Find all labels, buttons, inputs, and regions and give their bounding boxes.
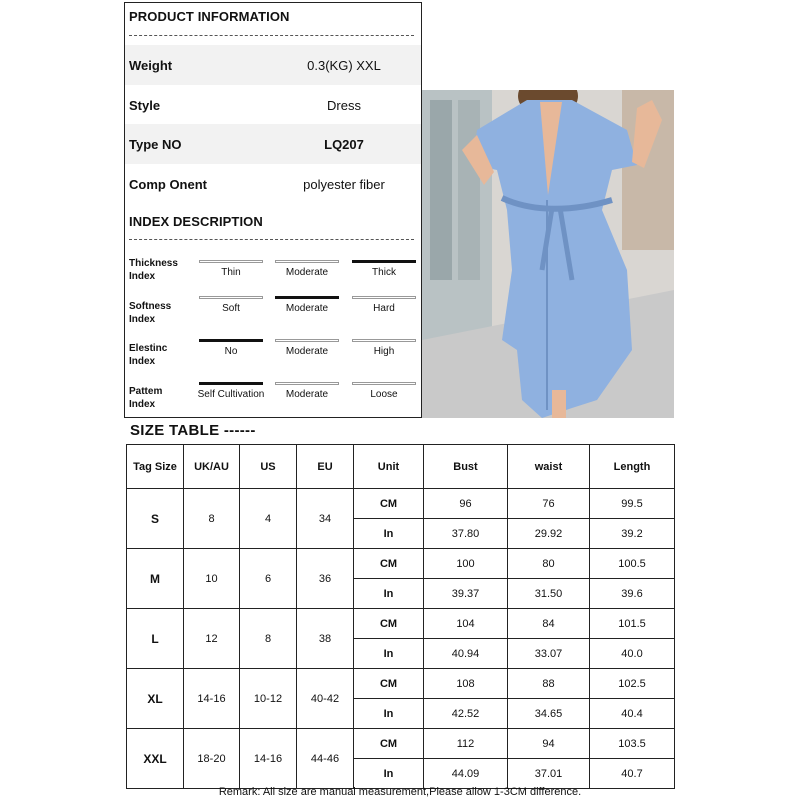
index-option: Moderate — [275, 260, 339, 278]
info-value: LQ207 — [324, 136, 364, 152]
bust-cell: 104 — [424, 609, 508, 639]
unit-cell: In — [354, 759, 424, 789]
us-cell: 6 — [240, 549, 297, 609]
index-bar — [352, 339, 416, 342]
index-bar — [352, 382, 416, 385]
length-cell: 100.5 — [590, 549, 675, 579]
bust-cell: 39.37 — [424, 579, 508, 609]
unit-cell: In — [354, 699, 424, 729]
uk-cell: 12 — [184, 609, 240, 669]
index-option: Self Cultivation — [191, 382, 271, 400]
model-dress-illustration — [422, 90, 674, 418]
index-bar — [275, 260, 339, 263]
info-key: Type NO — [129, 136, 182, 152]
eu-cell: 38 — [297, 609, 354, 669]
index-bar — [275, 382, 339, 385]
waist-cell: 34.65 — [508, 699, 590, 729]
uk-cell: 10 — [184, 549, 240, 609]
us-cell: 4 — [240, 489, 297, 549]
waist-cell: 37.01 — [508, 759, 590, 789]
index-description-title: INDEX DESCRIPTION — [129, 214, 263, 229]
unit-cell: CM — [354, 489, 424, 519]
index-bar — [275, 339, 339, 342]
col-header: Bust — [424, 445, 508, 489]
divider — [129, 35, 414, 36]
unit-cell: In — [354, 519, 424, 549]
index-label: Thickness Index — [129, 258, 178, 282]
waist-cell: 29.92 — [508, 519, 590, 549]
waist-cell: 94 — [508, 729, 590, 759]
index-option: Thick — [352, 260, 416, 278]
index-label: Pattem Index — [129, 386, 163, 410]
us-cell: 14-16 — [240, 729, 297, 789]
uk-cell: 14-16 — [184, 669, 240, 729]
info-key: Comp Onent — [129, 176, 207, 192]
length-cell: 40.7 — [590, 759, 675, 789]
index-bar — [199, 260, 263, 263]
length-cell: 99.5 — [590, 489, 675, 519]
divider — [129, 239, 414, 240]
product-photo — [422, 90, 674, 418]
length-cell: 101.5 — [590, 609, 675, 639]
unit-cell: CM — [354, 609, 424, 639]
length-cell: 102.5 — [590, 669, 675, 699]
bust-cell: 40.94 — [424, 639, 508, 669]
index-option: No — [199, 339, 263, 357]
info-value: Dress — [327, 97, 361, 113]
bust-cell: 37.80 — [424, 519, 508, 549]
table-row — [127, 729, 675, 759]
length-cell: 40.0 — [590, 639, 675, 669]
index-label: Softness Index — [129, 301, 172, 325]
col-header: waist — [508, 445, 590, 489]
col-header: US — [240, 445, 297, 489]
index-option: Soft — [199, 296, 263, 314]
bust-cell: 44.09 — [424, 759, 508, 789]
table-row — [127, 489, 675, 519]
col-header: Tag Size — [127, 445, 184, 489]
unit-cell: CM — [354, 549, 424, 579]
table-row — [127, 669, 675, 699]
size-cell: XL — [127, 669, 184, 729]
waist-cell: 84 — [508, 609, 590, 639]
waist-cell: 76 — [508, 489, 590, 519]
info-row-weight — [125, 45, 421, 85]
unit-cell: CM — [354, 669, 424, 699]
size-table-title: SIZE TABLE ------ — [130, 422, 256, 439]
index-label: Elestinc Index — [129, 343, 168, 367]
unit-cell: In — [354, 639, 424, 669]
index-option: Moderate — [275, 339, 339, 357]
index-bar — [199, 339, 263, 342]
bust-cell: 96 — [424, 489, 508, 519]
length-cell: 39.2 — [590, 519, 675, 549]
us-cell: 10-12 — [240, 669, 297, 729]
index-bar — [352, 260, 416, 263]
index-bar — [275, 296, 339, 299]
waist-cell: 33.07 — [508, 639, 590, 669]
uk-cell: 8 — [184, 489, 240, 549]
waist-cell: 31.50 — [508, 579, 590, 609]
index-option: Moderate — [275, 382, 339, 400]
index-bar — [199, 296, 263, 299]
bust-cell: 100 — [424, 549, 508, 579]
info-key: Style — [129, 97, 161, 113]
eu-cell: 36 — [297, 549, 354, 609]
product-info-panel — [124, 2, 422, 418]
bust-cell: 42.52 — [424, 699, 508, 729]
eu-cell: 44-46 — [297, 729, 354, 789]
length-cell: 103.5 — [590, 729, 675, 759]
size-cell: L — [127, 609, 184, 669]
length-cell: 40.4 — [590, 699, 675, 729]
waist-cell: 88 — [508, 669, 590, 699]
size-table — [126, 444, 675, 789]
index-bar — [199, 382, 263, 385]
index-option: High — [352, 339, 416, 357]
index-bar — [352, 296, 416, 299]
index-option: Hard — [352, 296, 416, 314]
us-cell: 8 — [240, 609, 297, 669]
index-option: Thin — [199, 260, 263, 278]
index-option: Loose — [352, 382, 416, 400]
unit-cell: In — [354, 579, 424, 609]
info-row-component — [125, 164, 421, 204]
bust-cell: 108 — [424, 669, 508, 699]
col-header: UK/AU — [184, 445, 240, 489]
bust-cell: 112 — [424, 729, 508, 759]
waist-cell: 80 — [508, 549, 590, 579]
table-row — [127, 549, 675, 579]
info-value: 0.3(KG) XXL — [307, 57, 381, 73]
col-header: EU — [297, 445, 354, 489]
index-option: Moderate — [275, 296, 339, 314]
info-key: Weight — [129, 57, 173, 73]
col-header: Unit — [354, 445, 424, 489]
info-row-type-no — [125, 124, 421, 164]
info-row-style — [125, 85, 421, 125]
uk-cell: 18-20 — [184, 729, 240, 789]
size-cell: S — [127, 489, 184, 549]
unit-cell: CM — [354, 729, 424, 759]
size-cell: XXL — [127, 729, 184, 789]
size-cell: M — [127, 549, 184, 609]
eu-cell: 34 — [297, 489, 354, 549]
product-info-title: PRODUCT INFORMATION — [129, 9, 290, 24]
remark-text: Remark: All size are manual measurement,Please allow 1-3CM difference. — [218, 786, 582, 798]
length-cell: 39.6 — [590, 579, 675, 609]
eu-cell: 40-42 — [297, 669, 354, 729]
table-header-row — [127, 445, 675, 489]
col-header: Length — [590, 445, 675, 489]
table-row — [127, 609, 675, 639]
info-value: polyester fiber — [303, 176, 385, 192]
